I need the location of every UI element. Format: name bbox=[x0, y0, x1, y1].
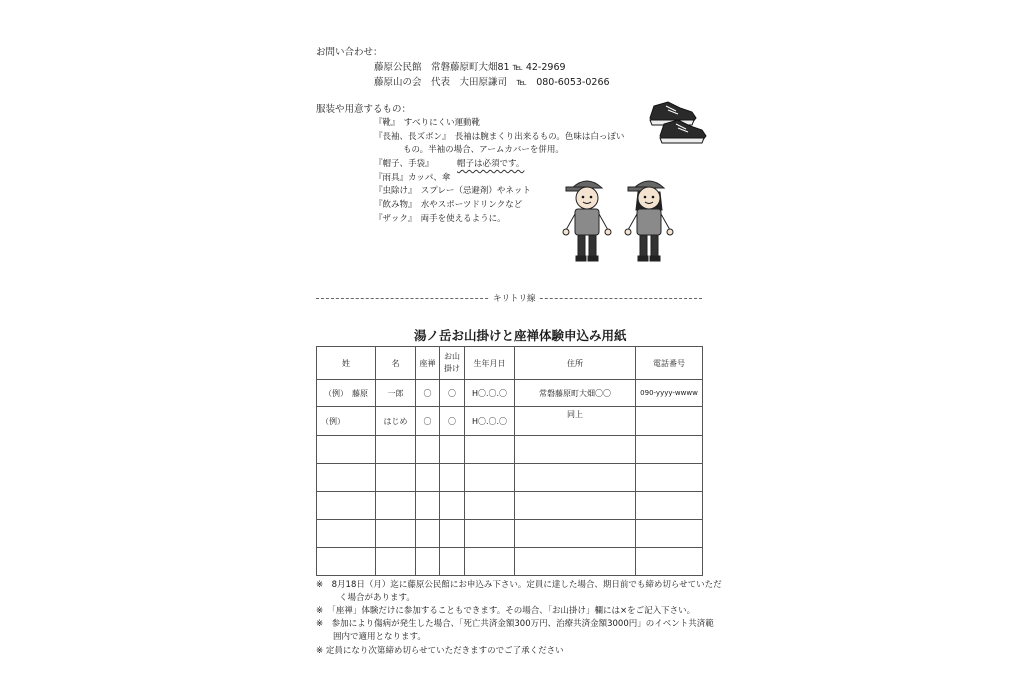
table-row bbox=[317, 407, 703, 436]
table-header-row bbox=[317, 347, 703, 380]
cell-oyamakake: 〇 bbox=[440, 380, 465, 407]
table-row-blank[interactable] bbox=[317, 464, 703, 492]
cell-surname: （例） 藤原 bbox=[317, 380, 376, 407]
header-zazen: 座禅 bbox=[416, 347, 440, 380]
table-row-blank[interactable] bbox=[317, 520, 703, 548]
note-3-cont: 囲内で適用となります。 bbox=[333, 632, 426, 642]
clothing-item: 『靴』 すべりにくい運動靴 bbox=[374, 118, 481, 128]
cell-phone: 090-yyyy-wwww bbox=[636, 380, 703, 407]
table-row bbox=[317, 380, 703, 407]
clothing-item: 『虫除け』 スプレー（忌避剤）やネット bbox=[374, 186, 531, 196]
clothing-item: 『長袖、長ズボン』 長袖は腕まくり出来るもの。色味は白っぽい bbox=[374, 132, 625, 142]
cell-zazen: 〇 bbox=[416, 380, 440, 407]
header-oyamakake: お山 掛け bbox=[440, 347, 465, 380]
contact-line-2: 藤原山の会 代表 大田原謙司 ℡ 080-6053-0266 bbox=[374, 77, 610, 88]
form-title: 湯ノ岳お山掛けと座禅体験申込み用紙 bbox=[414, 328, 627, 343]
application-form-table bbox=[316, 346, 703, 576]
header-phone: 電話番号 bbox=[636, 347, 703, 380]
clothing-item: 『雨具』カッパ、傘 bbox=[374, 173, 451, 183]
table-row-blank[interactable] bbox=[317, 548, 703, 576]
cell-given-name: 一郎 bbox=[376, 380, 416, 407]
clothing-item: 『ザック』 両手を使えるように。 bbox=[374, 214, 506, 224]
note-4: ※ 定員になり次第締め切らせていただきますのでご了承ください bbox=[316, 646, 564, 656]
cell-address: 同上 bbox=[515, 407, 636, 436]
hikers-icon bbox=[562, 174, 684, 264]
note-3: ※ 参加により傷病が発生した場合、「死亡共済金額300万円、治療共済金額3000円」のイベント共済範 bbox=[316, 619, 714, 629]
header-birthdate: 生年月日 bbox=[465, 347, 515, 380]
cell-birthdate: H〇.〇.〇 bbox=[465, 407, 515, 436]
clothing-item: 『帽子、手袋』 bbox=[374, 159, 434, 169]
cell-given-name: はじめ bbox=[376, 407, 416, 436]
header-address: 住所 bbox=[515, 347, 636, 380]
cell-birthdate: H〇.〇.〇 bbox=[465, 380, 515, 407]
header-given-name: 名 bbox=[376, 347, 416, 380]
note-2: ※ 「座禅」体験だけに参加することもできます。その場合、「お山掛け」欄には×をご記入下さい。 bbox=[316, 606, 696, 616]
table-row-blank[interactable] bbox=[317, 436, 703, 464]
shoes-icon bbox=[646, 96, 708, 148]
table-row-blank[interactable] bbox=[317, 492, 703, 520]
cell-oyamakake: 〇 bbox=[440, 407, 465, 436]
note-1-cont: く場合があります。 bbox=[339, 593, 415, 603]
clothing-item: もの。半袖の場合、アームカバーを併用。 bbox=[403, 145, 564, 155]
clothing-item-emphasis: 帽子は必須です。 bbox=[457, 159, 525, 169]
cell-surname: （例） bbox=[317, 407, 376, 436]
clothing-heading: 服装や用意するもの： bbox=[316, 104, 412, 115]
cell-phone bbox=[636, 407, 703, 436]
contact-line-1: 藤原公民館 常磐藤原町大畑81 ℡ 42-2969 bbox=[374, 62, 566, 73]
note-1: ※ 8月18日（月）迄に藤原公民館にお申込み下さい。定員に達した場合、期日前でも締め切らせていただ bbox=[316, 580, 722, 590]
cell-address: 常磐藤原町大畑〇〇 bbox=[515, 380, 636, 407]
cut-line-label: キリトリ線 bbox=[490, 292, 539, 304]
contact-heading: お問い合わせ： bbox=[316, 47, 383, 58]
header-surname: 姓 bbox=[317, 347, 376, 380]
clothing-item: 『飲み物』 水やスポーツドリンクなど bbox=[374, 200, 523, 210]
cell-zazen: 〇 bbox=[416, 407, 440, 436]
